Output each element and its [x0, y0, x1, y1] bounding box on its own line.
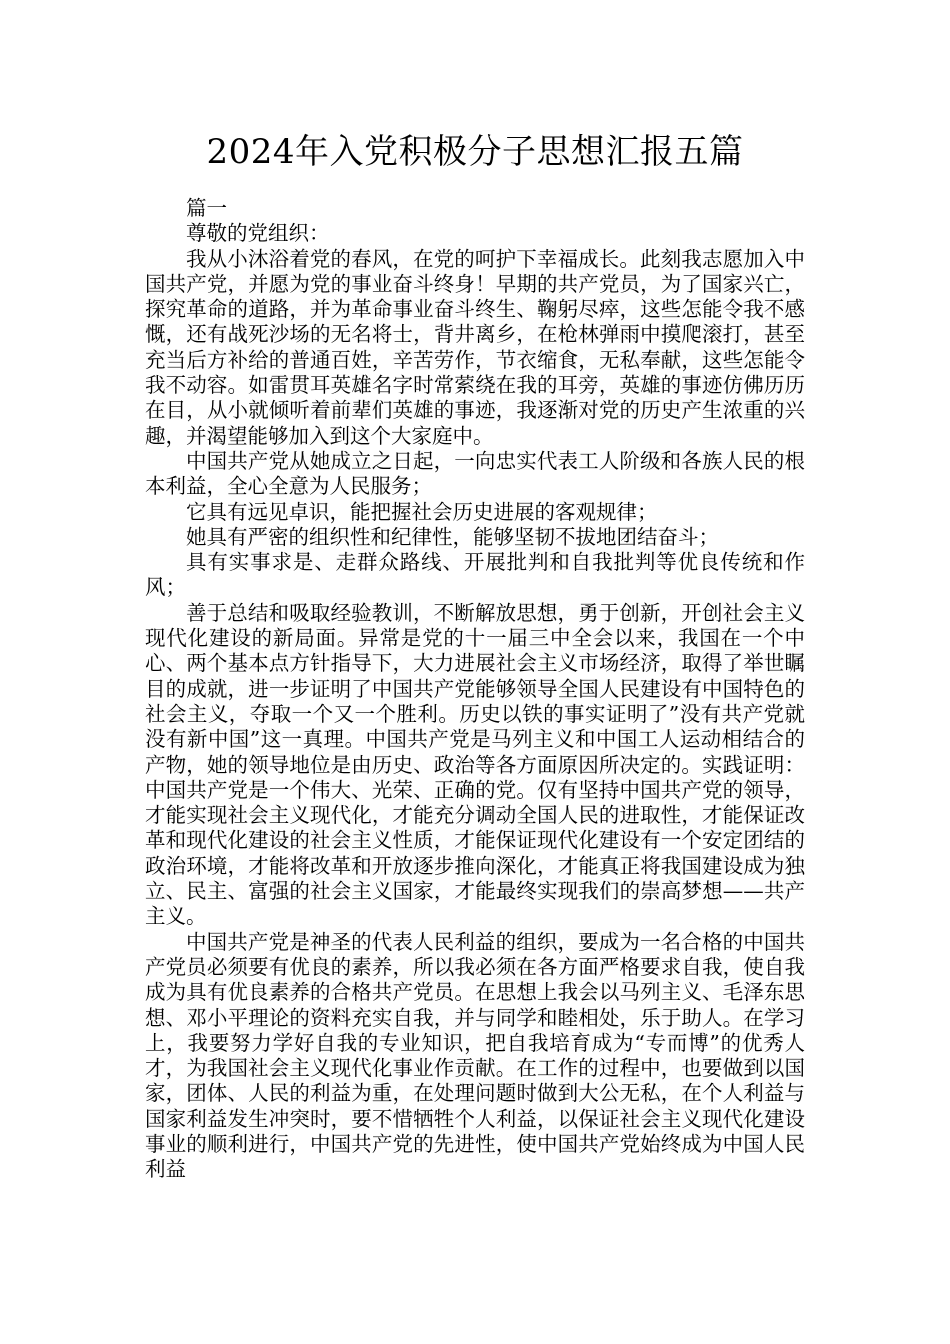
paragraph-childhood: 我从小沐浴着党的春风，在党的呵护下幸福成长。此刻我志愿加入中国共产党，并愿为党的事业奋斗终身！早期的共产党员，为了国家兴亡，探究革命的道路，并为革命事业奋斗终生、鞠躬尽瘁，这些怎能令我不感慨，还有战死沙场的无名将士，背井离乡，在枪林弹雨中摸爬滚打，甚至充当后方补给的普通百姓，辛苦劳作，节衣缩食，无私奉献，这些怎能令我不动容。如雷贯耳英雄名字时常萦绕在我的耳旁，英雄的事迹仿佛历历在目，从小就倾听着前辈们英雄的事迹，我逐渐对党的历史产生浓重的兴趣，并渴望能够加入到这个大家庭中。 [145, 246, 805, 448]
paragraph-traditions: 具有实事求是、走群众路线、开展批判和自我批判等优良传统和作风； [145, 550, 805, 600]
document-title: 2024年入党积极分子思想汇报五篇 [206, 132, 744, 172]
paragraph-vision: 它具有远见卓识，能把握社会历史进展的客观规律； [186, 499, 658, 524]
section-label: 篇一 [186, 196, 227, 220]
document-body [145, 196, 805, 1183]
salutation: 尊敬的党组织： [186, 221, 330, 246]
paragraph-reform: 善于总结和吸取经验教训，不断解放思想，勇于创新，开创社会主义现代化建设的新局面。异常是党的十一届三中全会以来，我国在一个中心、两个基本点方针指导下，大力进展社会主义市场经济，取得了举世瞩目的成就，进一步证明了中国共产党能够领导全国人民建设有中国特色的社会主义，夺取一个又一个胜利。历史以铁的事实证明了”没有共产党就没有新中国”这一真理。中国共产党是马列主义和中国工人运动相结合的产物，她的领导地位是由历史、政治等各方面原因所决定的。实践证明：中国共产党是一个伟大、光荣、正确的党。仅有坚持中国共产党的领导，才能实现社会主义现代化，才能充分调动全国人民的进取性，才能保证改革和现代化建设的社会主义性质，才能保证现代化建设有一个安定团结的政治环境，才能将改革和开放逐步推向深化，才能真正将我国建设成为独立、民主、富强的社会主义国家，才能最终实现我们的崇高梦想——共产主义。 [145, 600, 805, 929]
paragraph-party-founding: 中国共产党从她成立之日起，一向忠实代表工人阶级和各族人民的根本利益，全心全意为人民服务； [145, 448, 805, 499]
paragraph-discipline: 她具有严密的组织性和纪律性，能够坚韧不拔地团结奋斗； [186, 524, 719, 549]
paragraph-personal-commitment: 中国共产党是神圣的代表人民利益的组织，要成为一名合格的中国共产党员必须要有优良的素养，所以我必须在各方面严格要求自我，使自我成为具有优良素养的合格共产党员。在思想上我会以马列主义、毛泽东思想、邓小平理论的资料充实自我，并与同学和睦相处，乐于助人。在学习上，我要努力学好自我的专业知识，把自我培育成为“专而博”的优秀人才，为我国社会主义现代化事业作贡献。在工作的过程中，也要做到以国家，团体、人民的利益为重，在处理问题时做到大公无私，在个人利益与国家利益发生冲突时，要不惜牺牲个人利益，以保证社会主义现代化建设事业的顺利进行，中国共产党的先进性，使中国共产党始终成为中国人民利益 [145, 929, 805, 1182]
